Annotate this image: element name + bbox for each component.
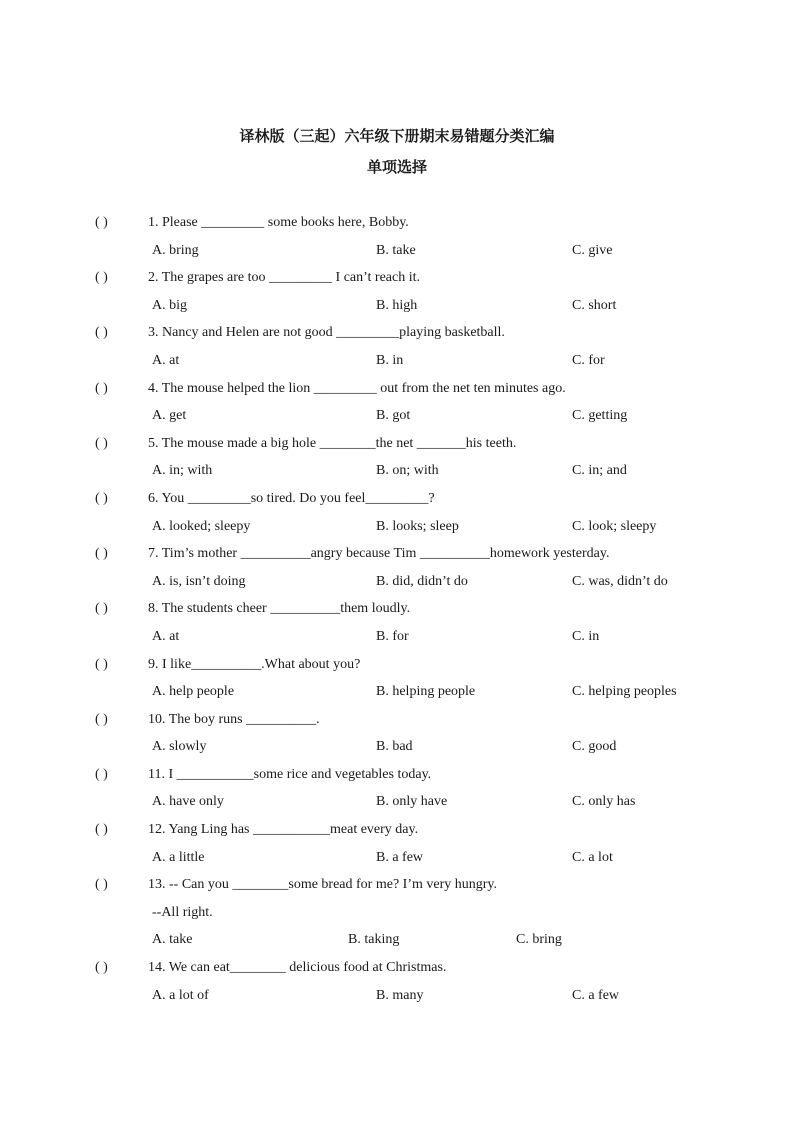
option-a: A. at bbox=[152, 628, 180, 644]
question-stem-line bbox=[0, 209, 794, 237]
option-a: A. big bbox=[152, 297, 187, 313]
options-line bbox=[0, 733, 794, 761]
options-line bbox=[0, 678, 794, 706]
question-text: 12. Yang Ling has ___________meat every day. bbox=[148, 822, 419, 838]
option-b: B. got bbox=[376, 408, 411, 424]
answer-blank: ( ) bbox=[95, 601, 108, 617]
question-text: 7. Tim’s mother __________angry because Tim __________homework yesterday. bbox=[148, 546, 610, 562]
options-line bbox=[0, 347, 794, 375]
question-item bbox=[0, 816, 794, 871]
question-stem-line bbox=[0, 706, 794, 734]
answer-blank: ( ) bbox=[95, 215, 108, 230]
question-item bbox=[0, 375, 794, 430]
option-c: C. for bbox=[572, 352, 605, 368]
question-stem-line bbox=[0, 319, 794, 347]
option-a: A. a little bbox=[152, 849, 205, 865]
dialogue-reply-line bbox=[0, 899, 794, 927]
answer-blank: ( ) bbox=[95, 960, 108, 976]
options-line bbox=[0, 844, 794, 872]
question-stem-line bbox=[0, 954, 794, 982]
option-c: C. getting bbox=[572, 408, 628, 424]
option-c: C. a few bbox=[572, 987, 620, 1003]
option-c: C. in; and bbox=[572, 463, 627, 479]
option-b: B. on; with bbox=[376, 463, 439, 479]
option-c: C. look; sleepy bbox=[572, 518, 657, 534]
question-text: 1. Please _________ some books here, Bobby. bbox=[148, 215, 409, 230]
option-b: B. taking bbox=[348, 932, 400, 948]
question-text: 11. I ___________some rice and vegetables today. bbox=[148, 766, 432, 782]
option-c: C. short bbox=[572, 297, 617, 313]
option-b: B. only have bbox=[376, 794, 448, 810]
question-item bbox=[0, 954, 794, 1009]
option-b: B. helping people bbox=[376, 684, 476, 700]
question-stem-line bbox=[0, 375, 794, 403]
option-b: B. many bbox=[376, 987, 424, 1003]
question-stem-line bbox=[0, 430, 794, 458]
option-b: B. did, didn’t do bbox=[376, 573, 468, 589]
options-line bbox=[0, 568, 794, 596]
option-c: C. good bbox=[572, 739, 617, 755]
question-stem-line bbox=[0, 816, 794, 844]
question-item bbox=[0, 430, 794, 485]
question-text: 10. The boy runs __________. bbox=[148, 711, 320, 727]
question-text: 3. Nancy and Helen are not good _________playing basketball. bbox=[148, 325, 505, 341]
question-stem-line bbox=[0, 761, 794, 789]
options-line bbox=[0, 292, 794, 320]
option-b: B. looks; sleep bbox=[376, 518, 459, 534]
option-c: C. was, didn’t do bbox=[572, 573, 668, 589]
option-b: B. bad bbox=[376, 739, 413, 755]
options-line bbox=[0, 788, 794, 816]
question-stem-line bbox=[0, 595, 794, 623]
option-c: C. a lot bbox=[572, 849, 613, 865]
question-item bbox=[0, 871, 794, 954]
option-a: A. a lot of bbox=[152, 987, 209, 1003]
question-text: 5. The mouse made a big hole ________the net _______his teeth. bbox=[148, 435, 517, 451]
options-line bbox=[0, 623, 794, 651]
question-item bbox=[0, 209, 794, 264]
options-line bbox=[0, 513, 794, 541]
option-a: A. at bbox=[152, 352, 180, 368]
question-stem-line bbox=[0, 485, 794, 513]
options-line bbox=[0, 982, 794, 1010]
question-item bbox=[0, 761, 794, 816]
option-b: B. high bbox=[376, 297, 418, 313]
option-c: C. helping peoples bbox=[572, 684, 677, 700]
question-text: 6. You _________so tired. Do you feel_________? bbox=[148, 490, 435, 506]
answer-blank: ( ) bbox=[95, 877, 108, 893]
options-line bbox=[0, 402, 794, 430]
question-text: 2. The grapes are too _________ I can’t reach it. bbox=[148, 270, 421, 286]
options-line bbox=[0, 457, 794, 485]
answer-blank: ( ) bbox=[95, 546, 108, 562]
section-title: 单项选择 bbox=[366, 158, 427, 176]
options-line bbox=[0, 926, 794, 954]
option-a: A. looked; sleepy bbox=[152, 518, 251, 534]
answer-blank: ( ) bbox=[95, 822, 108, 838]
option-b: B. a few bbox=[376, 849, 424, 865]
option-a: A. take bbox=[152, 932, 193, 948]
answer-blank: ( ) bbox=[95, 711, 108, 727]
option-a: A. help people bbox=[152, 684, 235, 700]
answer-blank: ( ) bbox=[95, 380, 108, 396]
question-item bbox=[0, 264, 794, 319]
question-item bbox=[0, 540, 794, 595]
answer-blank: ( ) bbox=[95, 325, 108, 341]
answer-blank: ( ) bbox=[95, 766, 108, 782]
option-a: A. bring bbox=[152, 242, 199, 258]
answer-blank: ( ) bbox=[95, 435, 108, 451]
option-a: A. in; with bbox=[152, 463, 213, 479]
option-a: A. slowly bbox=[152, 739, 207, 755]
answer-blank: ( ) bbox=[95, 490, 108, 506]
answer-blank: ( ) bbox=[95, 270, 108, 286]
option-b: B. in bbox=[376, 352, 404, 368]
option-c: C. give bbox=[572, 242, 613, 258]
question-stem-line bbox=[0, 871, 794, 899]
dialogue-reply: --All right. bbox=[152, 904, 213, 920]
option-a: A. get bbox=[152, 408, 187, 424]
option-a: A. is, isn’t doing bbox=[152, 573, 246, 589]
question-text: 4. The mouse helped the lion _________ out from the net ten minutes ago. bbox=[148, 380, 566, 396]
answer-blank: ( ) bbox=[95, 656, 108, 672]
question-text: 8. The students cheer __________them loudly. bbox=[148, 601, 411, 617]
question-item bbox=[0, 319, 794, 374]
options-line bbox=[0, 237, 794, 265]
question-stem-line bbox=[0, 264, 794, 292]
option-c: C. bring bbox=[516, 932, 562, 948]
option-a: A. have only bbox=[152, 794, 224, 810]
option-b: B. for bbox=[376, 628, 409, 644]
question-stem-line bbox=[0, 540, 794, 568]
option-c: C. in bbox=[572, 628, 600, 644]
page-title: 译林版（三起）六年级下册期末易错题分类汇编 bbox=[239, 127, 555, 145]
option-b: B. take bbox=[376, 242, 416, 258]
question-text: 14. We can eat________ delicious food at Christmas. bbox=[148, 960, 447, 976]
question-item bbox=[0, 706, 794, 761]
question-stem-line bbox=[0, 651, 794, 679]
question-text: 13. -- Can you ________some bread for me? I’m very hungry. bbox=[148, 877, 498, 893]
question-item bbox=[0, 485, 794, 540]
question-list bbox=[0, 209, 794, 1009]
option-c: C. only has bbox=[572, 794, 636, 810]
question-text: 9. I like__________.What about you? bbox=[148, 656, 361, 672]
question-item bbox=[0, 651, 794, 706]
question-item bbox=[0, 595, 794, 650]
